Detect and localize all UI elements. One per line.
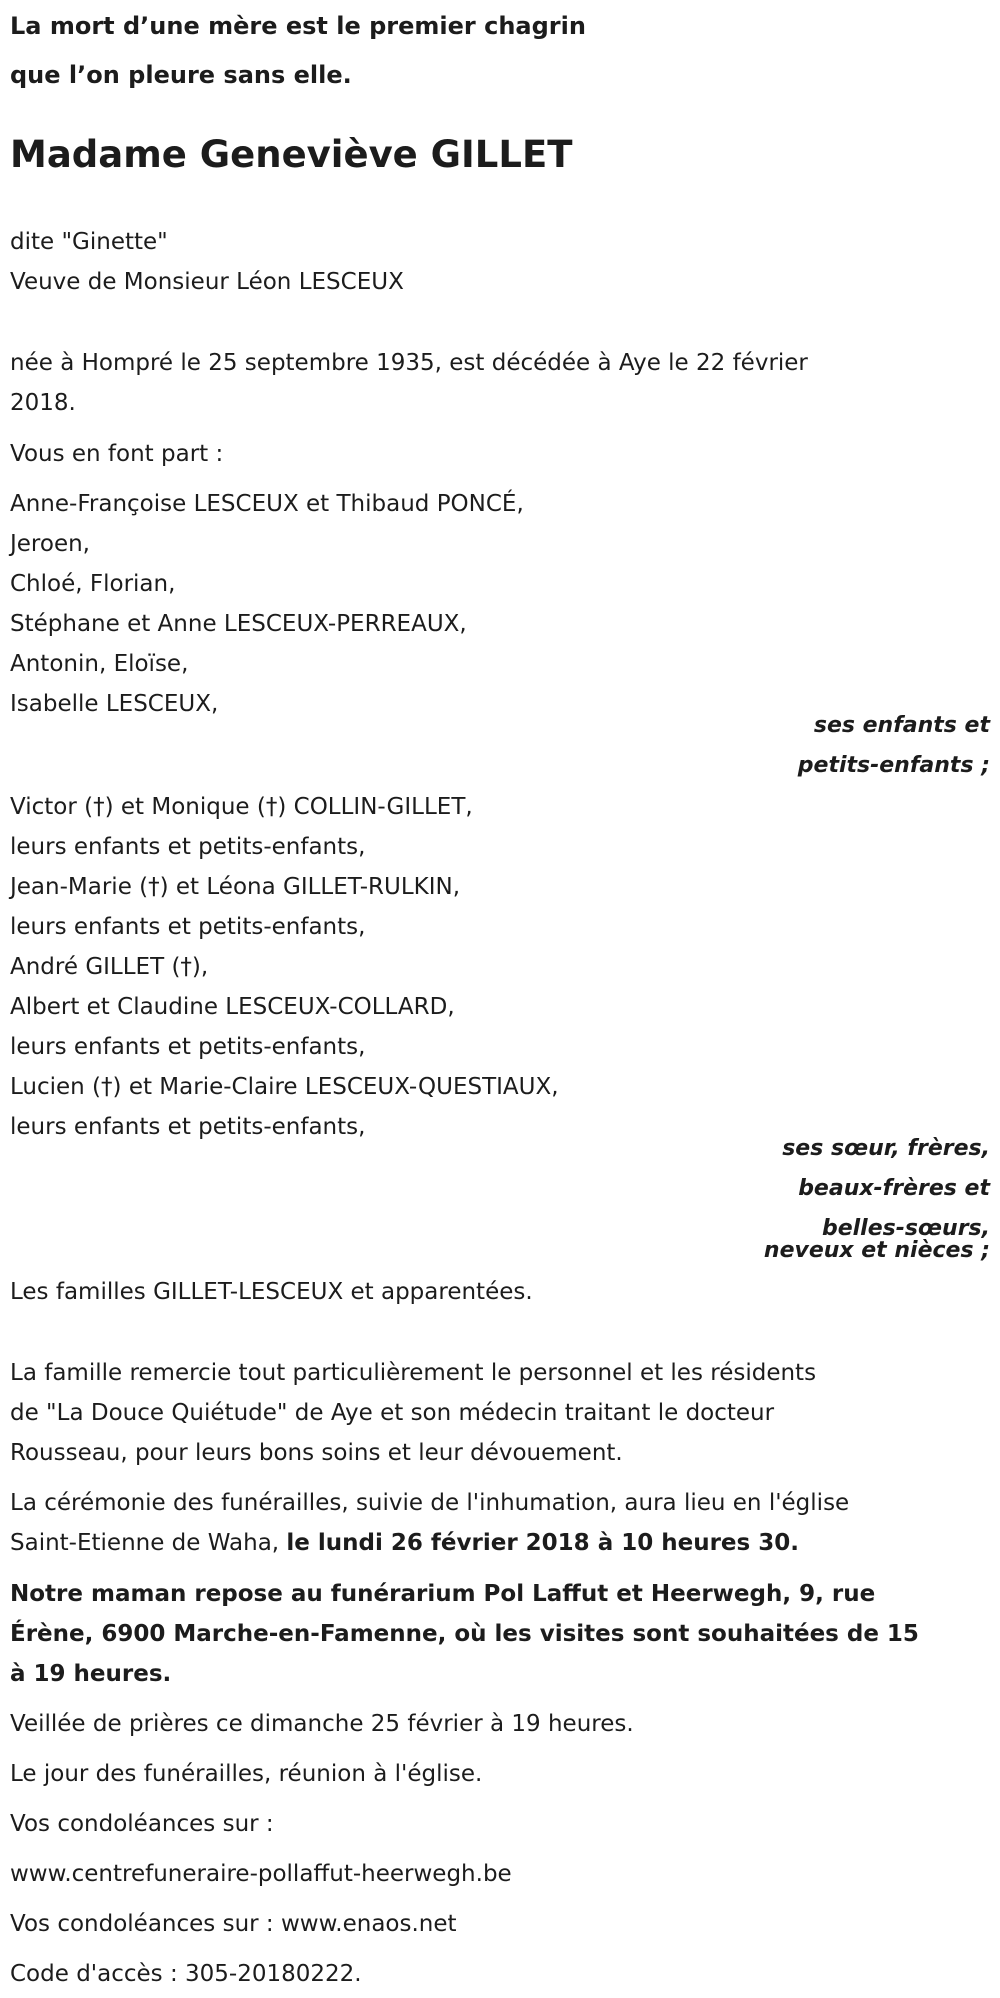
thanks-line: de "La Douce Quiétude" de Aye et son médecin traitant le docteur (10, 1400, 775, 1426)
siblings-line: leurs enfants et petits-enfants, (10, 1114, 366, 1140)
children-line: Stéphane et Anne LESCEUX-PERREAUX, (10, 611, 467, 637)
siblings-line: leurs enfants et petits-enfants, (10, 1034, 366, 1060)
ceremony-line (10, 1523, 799, 1563)
siblings-role: neveux et nièces ; (763, 1238, 990, 1263)
funerarium-line: à 19 heures. (10, 1661, 172, 1687)
birth-death-line: née à Hompré le 25 septembre 1935, est décédée à Aye le 22 février (10, 350, 808, 376)
siblings-line: leurs enfants et petits-enfants, (10, 834, 366, 860)
meeting-line: Le jour des funérailles, réunion à l'église. (10, 1761, 483, 1787)
children-line: Isabelle LESCEUX, (10, 691, 219, 717)
thanks-line: Rousseau, pour leurs bons soins et leur dévouement. (10, 1440, 623, 1466)
children-line: Chloé, Florian, (10, 571, 176, 597)
epigraph-line: La mort d’une mère est le premier chagrin (10, 12, 586, 40)
children-role: petits-enfants ; (797, 753, 990, 778)
siblings-role: ses sœur, frères, (782, 1136, 990, 1161)
children-line: Anne-Françoise LESCEUX et Thibaud PONCÉ, (10, 491, 524, 517)
condolences-enaos-line: Vos condoléances sur : www.enaos.net (10, 1911, 457, 1937)
siblings-role: belles-sœurs, (821, 1216, 990, 1241)
condolences-label: Vos condoléances sur : (10, 1811, 274, 1837)
ceremony-line: La cérémonie des funérailles, suivie de l'inhumation, aura lieu en l'église (10, 1490, 850, 1516)
condolences-url-link[interactable]: www.centrefuneraire-pollaffut-heerwegh.be (10, 1861, 512, 1887)
widow-line: Veuve de Monsieur Léon LESCEUX (10, 269, 404, 295)
children-line: Antonin, Eloïse, (10, 651, 189, 677)
ceremony-datetime: le lundi 26 février 2018 à 10 heures 30. (286, 1530, 799, 1556)
vigil-line: Veillée de prières ce dimanche 25 février à 19 heures. (10, 1711, 634, 1737)
children-line: Jeroen, (10, 531, 90, 557)
thanks-line: La famille remercie tout particulièrement le personnel et les résidents (10, 1360, 817, 1386)
siblings-line: Albert et Claudine LESCEUX-COLLARD, (10, 994, 455, 1020)
funerarium-line: Notre maman repose au funérarium Pol Laffut et Heerwegh, 9, rue (10, 1581, 876, 1607)
children-role: ses enfants et (813, 713, 990, 738)
siblings-line: Jean-Marie (†) et Léona GILLET-RULKIN, (10, 874, 461, 900)
epigraph-line: que l’on pleure sans elle. (10, 61, 352, 89)
siblings-line: leurs enfants et petits-enfants, (10, 914, 366, 940)
funerarium-line: Érène, 6900 Marche-en-Famenne, où les visites sont souhaitées de 15 (10, 1621, 919, 1647)
siblings-line: André GILLET (†), (10, 954, 209, 980)
siblings-line: Victor (†) et Monique (†) COLLIN-GILLET, (10, 794, 473, 820)
birth-death-line: 2018. (10, 390, 76, 416)
access-code-line: Code d'accès : 305-20180222. (10, 1961, 362, 1987)
siblings-role: beaux-frères et (798, 1176, 990, 1201)
announce-line: Vous en font part : (10, 441, 224, 467)
nickname: dite "Ginette" (10, 229, 168, 255)
deceased-name-title: Madame Geneviève GILLET (10, 133, 573, 176)
ceremony-place: Saint-Etienne de Waha, (10, 1530, 287, 1556)
siblings-line: Lucien (†) et Marie-Claire LESCEUX-QUESTIAUX, (10, 1074, 559, 1100)
families-line: Les familles GILLET-LESCEUX et apparentées. (10, 1279, 533, 1305)
